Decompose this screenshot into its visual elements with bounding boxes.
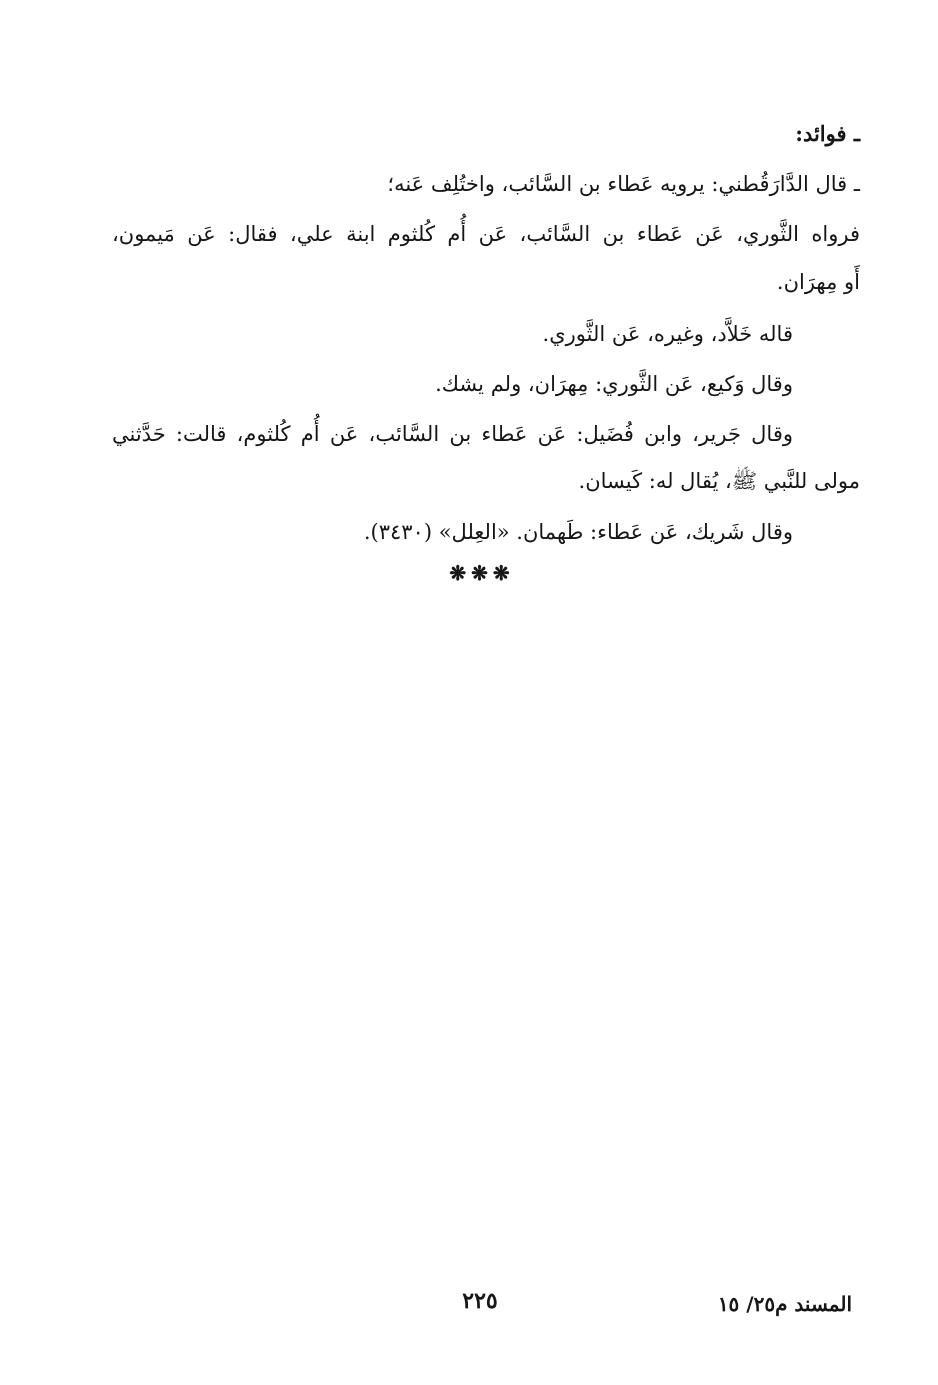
section-heading: ـ فوائد:: [795, 121, 860, 146]
paragraph-line-4: قاله خَلاَّد، وغيره، عَن الثَّوري.: [542, 322, 793, 346]
paragraph-line-3: أَو مِهرَان.: [776, 270, 860, 294]
paragraph-line-1: ـ قال الدَّارَقُطني: يرويه عَطاء بن السَّائب، واختُلِف عَنه؛: [387, 172, 860, 196]
paragraph-line-2: فرواه الثَّوري، عَن عَطاء بن السَّائب، عَن أُم كُلثوم ابنة علي، فقال: عَن مَيمون،: [112, 222, 860, 246]
page-number: ٢٢٥: [462, 1288, 498, 1314]
paragraph-line-6: وقال جَرير، وابن فُضَيل: عَن عَطاء بن السَّائب، عَن أُم كُلثوم، قالت: حَدَّثني: [112, 422, 793, 446]
section-separator-stars: ❋❋❋: [449, 561, 515, 585]
paragraph-line-7: مولى للنَّبي ﷺ، يُقال له: كَيسان.: [578, 469, 860, 493]
volume-signature: المسند م٢٥/ ١٥: [717, 1292, 852, 1316]
paragraph-line-8: وقال شَريك، عَن عَطاء: طَهمان. «العِلل» (٣٤٣٠).: [363, 520, 793, 544]
paragraph-line-5: وقال وَكيع، عَن الثَّوري: مِهرَان، ولم يشك.: [435, 372, 793, 396]
